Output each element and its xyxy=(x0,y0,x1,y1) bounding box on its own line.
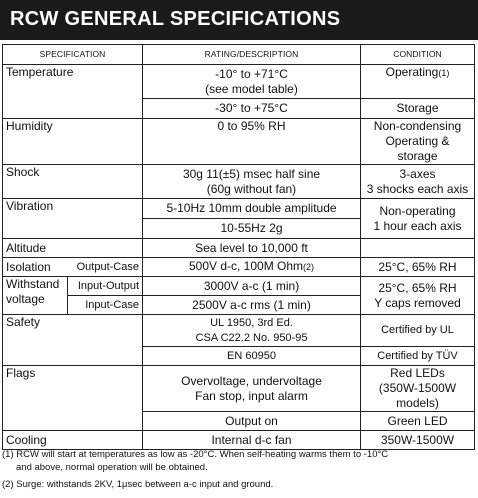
cooling-label: Cooling xyxy=(3,431,143,450)
withstand-condition xyxy=(361,277,475,315)
humidity-rating: 0 to 95% RH xyxy=(143,119,361,165)
vibration-rating-1: 5-10Hz 10mm double amplitude xyxy=(143,199,361,219)
altitude-rating: Sea level to 10,000 ft xyxy=(143,239,361,258)
altitude-condition xyxy=(361,239,475,258)
safety-label: Safety xyxy=(3,315,143,366)
temperature-rating-operating xyxy=(143,65,361,99)
humidity-condition xyxy=(361,119,475,165)
temperature-rating-storage: -30° to +75°C xyxy=(143,99,361,119)
table-row xyxy=(3,119,475,165)
footnote-2: (2) Surge: withstands 2KV, 1µsec between a-c input and ground. xyxy=(2,479,274,490)
temperature-condition-text: Operating xyxy=(385,65,439,79)
isolation-rating-text: 500V d-c, 100M Ohm xyxy=(188,259,304,273)
withstand-rating-input-output: 3000V a-c (1 min) xyxy=(143,277,361,296)
cooling-condition: 350W-1500W xyxy=(361,431,475,450)
withstand-condition-line: 25°C, 65% RH xyxy=(378,280,457,295)
flags-rating-output: Output on xyxy=(143,412,361,431)
withstand-condition-line: Y caps removed xyxy=(374,295,461,310)
vibration-rating-2: 10-55Hz 2g xyxy=(143,219,361,239)
humidity-label: Humidity xyxy=(3,119,143,165)
footnote-1: (1) RCW will start at temperatures as low as -20°C. When self-heating warms them to -10°C xyxy=(2,449,389,460)
header-specification: SPECIFICATION xyxy=(3,45,143,65)
safety-condition-ul: Certified by UL xyxy=(361,315,475,347)
shock-label: Shock xyxy=(3,165,143,199)
footnote-ref: (2) xyxy=(303,262,315,272)
table-row xyxy=(3,277,475,296)
flags-rating-alarms xyxy=(143,366,361,412)
isolation-sublabel: Output-Case xyxy=(68,258,143,277)
flags-condition-red-leds xyxy=(361,366,475,412)
temperature-condition-operating xyxy=(361,65,475,99)
withstand-label-line: voltage xyxy=(6,292,45,306)
safety-rating-en: EN 60950 xyxy=(143,347,361,366)
title-bar xyxy=(0,0,478,40)
table-row xyxy=(3,315,475,347)
altitude-label: Altitude xyxy=(3,239,143,258)
table-row xyxy=(3,258,475,277)
safety-rating-line: CSA C22.2 No. 950-95 xyxy=(195,331,308,344)
flags-condition-line: (350W-1500W models) xyxy=(378,381,457,410)
shock-rating xyxy=(143,165,361,199)
vibration-condition xyxy=(361,199,475,239)
vibration-condition-line: 1 hour each axis xyxy=(373,218,462,233)
safety-condition-tuv: Certified by TÜV xyxy=(361,347,475,366)
shock-condition-line: 3-axes xyxy=(399,166,436,181)
isolation-label: Isolation xyxy=(3,258,68,277)
flags-rating-line: Fan stop, input alarm xyxy=(195,388,308,403)
page-title: RCW GENERAL SPECIFICATIONS xyxy=(10,8,341,30)
table-row xyxy=(3,431,475,450)
header-rating: RATING/DESCRIPTION xyxy=(143,45,361,65)
withstand-label-line: Withstand xyxy=(6,277,60,291)
header-condition: CONDITION xyxy=(361,45,475,65)
table-row xyxy=(3,65,475,99)
table-row xyxy=(3,239,475,258)
isolation-rating xyxy=(143,258,361,277)
temperature-condition-storage: Storage xyxy=(361,99,475,119)
temperature-rating-line: -10° to +71°C xyxy=(215,66,288,81)
footnote-1-continued: and above, normal operation will be obtained. xyxy=(16,461,208,473)
footnote-ref: (1) xyxy=(438,68,450,78)
shock-rating-line: 30g 11(±5) msec half sine xyxy=(182,166,321,181)
table-row xyxy=(3,165,475,199)
withstand-rating-input-case: 2500V a-c rms (1 min) xyxy=(143,296,361,315)
footnotes xyxy=(2,449,476,492)
temperature-label: Temperature xyxy=(3,65,143,119)
shock-condition xyxy=(361,165,475,199)
specifications-table xyxy=(2,44,475,450)
isolation-condition: 25°C, 65% RH xyxy=(361,258,475,277)
safety-rating-line: UL 1950, 3rd Ed. xyxy=(210,316,293,329)
vibration-condition-line: Non-operating xyxy=(379,203,456,218)
table-row xyxy=(3,199,475,219)
flags-condition-green-led: Green LED xyxy=(361,412,475,431)
table-row xyxy=(3,366,475,412)
flags-label: Flags xyxy=(3,366,143,431)
flags-rating-line: Overvoltage, undervoltage xyxy=(181,373,322,388)
vibration-label: Vibration xyxy=(3,199,143,239)
safety-rating-ul xyxy=(143,315,361,347)
humidity-condition-line: Operating & storage xyxy=(385,134,450,163)
withstand-sublabel-input-output: Input-Output xyxy=(68,277,143,296)
cooling-rating: Internal d-c fan xyxy=(143,431,361,450)
humidity-condition-line: Non-condensing xyxy=(373,119,462,133)
shock-rating-line: (60g without fan) xyxy=(206,181,297,196)
withstand-sublabel-input-case: Input-Case xyxy=(68,296,143,315)
flags-condition-line: Red LEDs xyxy=(390,366,445,380)
withstand-voltage-label xyxy=(3,277,68,315)
shock-condition-line: 3 shocks each axis xyxy=(366,181,469,196)
header-row xyxy=(3,45,475,65)
temperature-rating-line: (see model table) xyxy=(205,81,298,96)
